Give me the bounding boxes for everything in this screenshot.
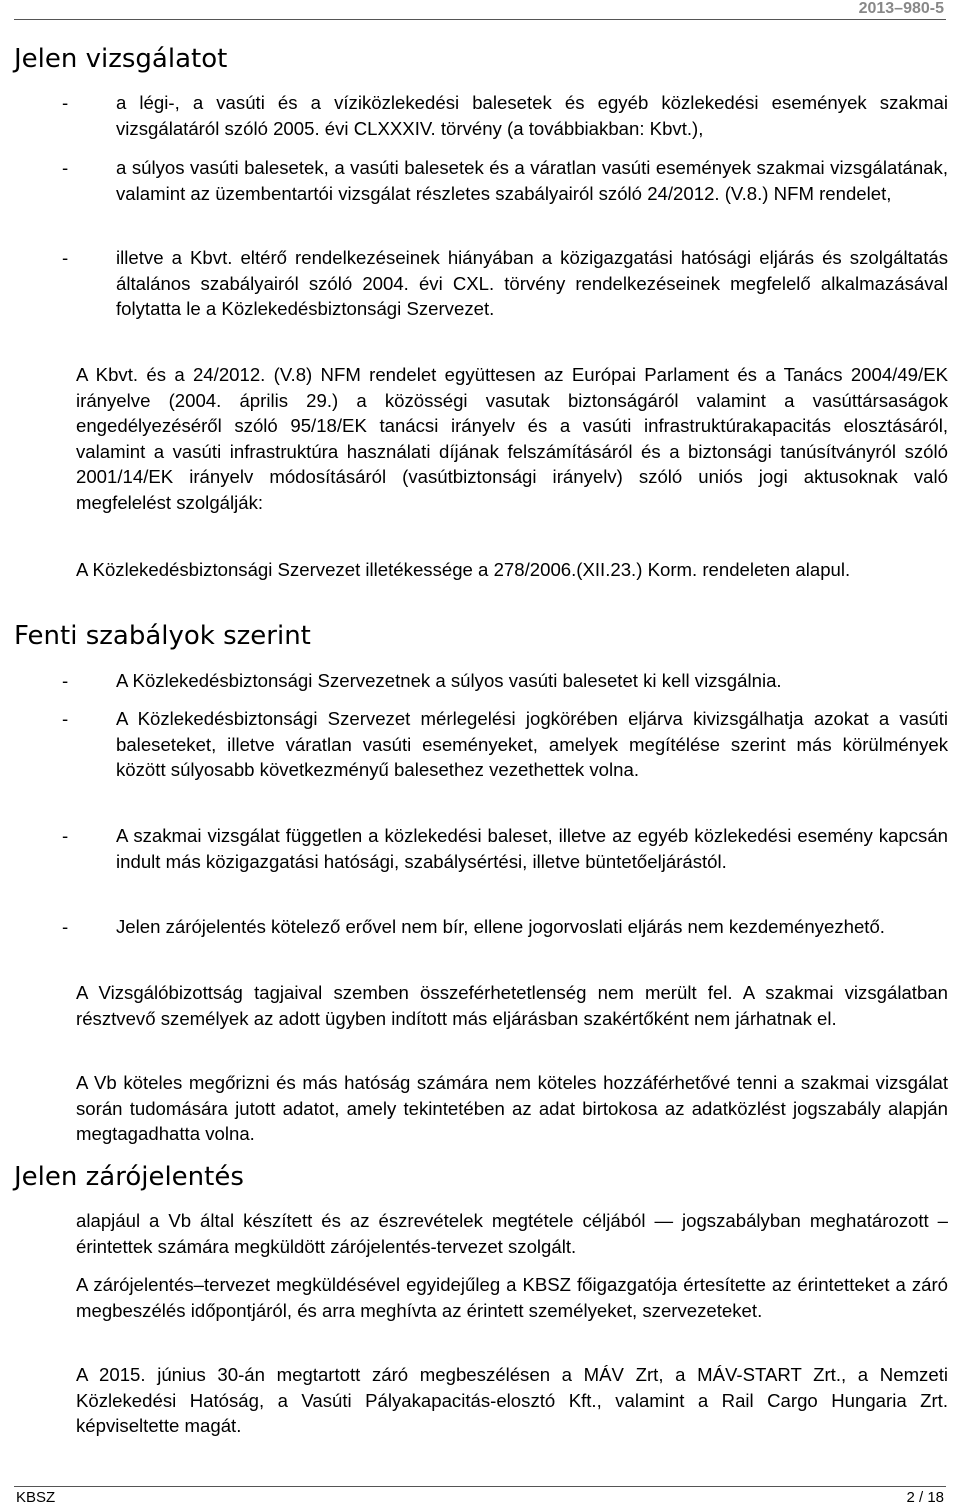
- list-item: [62, 245, 948, 322]
- list-item-text: illetve a Kbvt. eltérő rendelkezéseinek hiányában a közigazgatási hatósági eljárás és szolgáltatás általános szabályairól szóló 2004. évi CXL. törvény rendelkezéseinek megfelelő alkalmazásával folytatta le a Közlekedésbiztonsági Szervezet.: [116, 247, 948, 319]
- paragraph: A zárójelentés–tervezet megküldésével egyidejűleg a KBSZ főigazgatója értesítette az érintetteket a záró megbeszélés időpontjáról, és arra meghívta az érintett személyeket, szervezeteket.: [76, 1274, 948, 1321]
- list-item-text: a súlyos vasúti balesetek, a vasúti balesetek és a váratlan vasúti események szakmai vizsgálatának, valamint az üzembentartói vizsgálat részletes szabályairól szóló 24/2012. (V.8.) NFM rendelet,: [116, 157, 948, 204]
- list-dash: -: [62, 825, 69, 846]
- list-item: [62, 914, 948, 940]
- footer-divider: [14, 1486, 946, 1487]
- list-item-text: a légi-, a vasúti és a víziközlekedési balesetek és egyéb közlekedési események szakmai vizsgálatáról szóló 2005. évi CLXXXIV. törvény (a továbbiakban: Kbvt.),: [116, 92, 948, 139]
- list-item-text: A Közlekedésbiztonsági Szervezetnek a súlyos vasúti balesetet ki kell vizsgálnia.: [116, 670, 782, 691]
- list-item-text: Jelen zárójelentés kötelező erővel nem bír, ellene jogorvoslati eljárás nem kezdeményezhető.: [116, 916, 885, 937]
- paragraph: A Kbvt. és a 24/2012. (V.8) NFM rendelet együttesen az Európai Parlament és a Tanács 2004/49/EK irányelve (2004. április 29.) a közösségi vasutak biztonságáról valamint a vasúttársaságok engedélyezéséről szóló 95/18/EK tanácsi irányelv és a vasúti infrastruktúrakapacitás elosztásáról, valamint a vasúti infrastruktúra használati díjának felszámításáról és a biztonsági tanúsítványról szóló 2001/14/EK irányelv módosításáról (vasútbiztonsági irányelv) szóló uniós jogi aktusoknak való megfelelést szolgálják:: [76, 364, 948, 513]
- paragraph: A 2015. június 30-án megtartott záró megbeszélésen a MÁV Zrt, a MÁV-START Zrt., a Nemzeti Közlekedési Hatóság, a Vasúti Pályakapacitás-elosztó Kft., valamint a Rail Cargo Hungaria Zrt. képviseltette magát.: [76, 1364, 948, 1436]
- list-dash: -: [62, 708, 69, 729]
- paragraph: alapjául a Vb által készített és az észrevételek megtétele céljából — jogszabályban meghatározott – érintettek számára megküldött zárójelentés-tervezet szolgált.: [76, 1210, 948, 1257]
- section-title-investigation: Jelen vizsgálatot: [14, 44, 228, 74]
- list-item: [62, 823, 948, 874]
- section-title-final-report: Jelen zárójelentés: [14, 1162, 244, 1192]
- footer-organization: KBSZ: [16, 1489, 56, 1506]
- list-item-text: A Közlekedésbiztonsági Szervezet mérlegelési jogkörében eljárva kivizsgálhatja azokat a vasúti baleseteket, illetve váratlan vasúti eseményeket, amelyek megítélése szerint más körülmények között súlyosabb következményű balesethez vezethettek volna.: [116, 708, 948, 780]
- list-item: [62, 155, 948, 206]
- section-title-rules: Fenti szabályok szerint: [14, 621, 311, 651]
- list-dash: -: [62, 916, 69, 937]
- list-item: [62, 90, 948, 141]
- page-number: 2 / 18: [906, 1489, 944, 1506]
- paragraph: A Közlekedésbiztonsági Szervezet illetékessége a 278/2006.(XII.23.) Korm. rendeleten alapul.: [76, 559, 851, 580]
- document-reference: 2013–980-5: [858, 0, 944, 17]
- list-dash: -: [62, 670, 69, 691]
- list-item: [62, 668, 948, 694]
- paragraph: A Vizsgálóbizottság tagjaival szemben összeférhetetlenség nem merült fel. A szakmai vizsgálatban résztvevő személyek az adott ügyben indított más eljárásban szakértőként nem járhatnak el.: [76, 982, 948, 1029]
- paragraph: A Vb köteles megőrizni és más hatóság számára nem köteles hozzáférhetővé tenni a szakmai vizsgálat során tudomására jutott adatot, amely tekintetében az adat birtokosa az adatközlést jogszabály alapján megtagadhatta volna.: [76, 1072, 948, 1144]
- list-dash: -: [62, 247, 69, 268]
- list-dash: -: [62, 92, 69, 113]
- list-item-text: A szakmai vizsgálat független a közlekedési baleset, illetve az egyéb közlekedési esemény kapcsán indult más közigazgatási hatósági, szabálysértési, illetve büntetőeljárástól.: [116, 825, 948, 872]
- list-item: [62, 706, 948, 783]
- header-divider: [14, 19, 946, 20]
- list-dash: -: [62, 157, 69, 178]
